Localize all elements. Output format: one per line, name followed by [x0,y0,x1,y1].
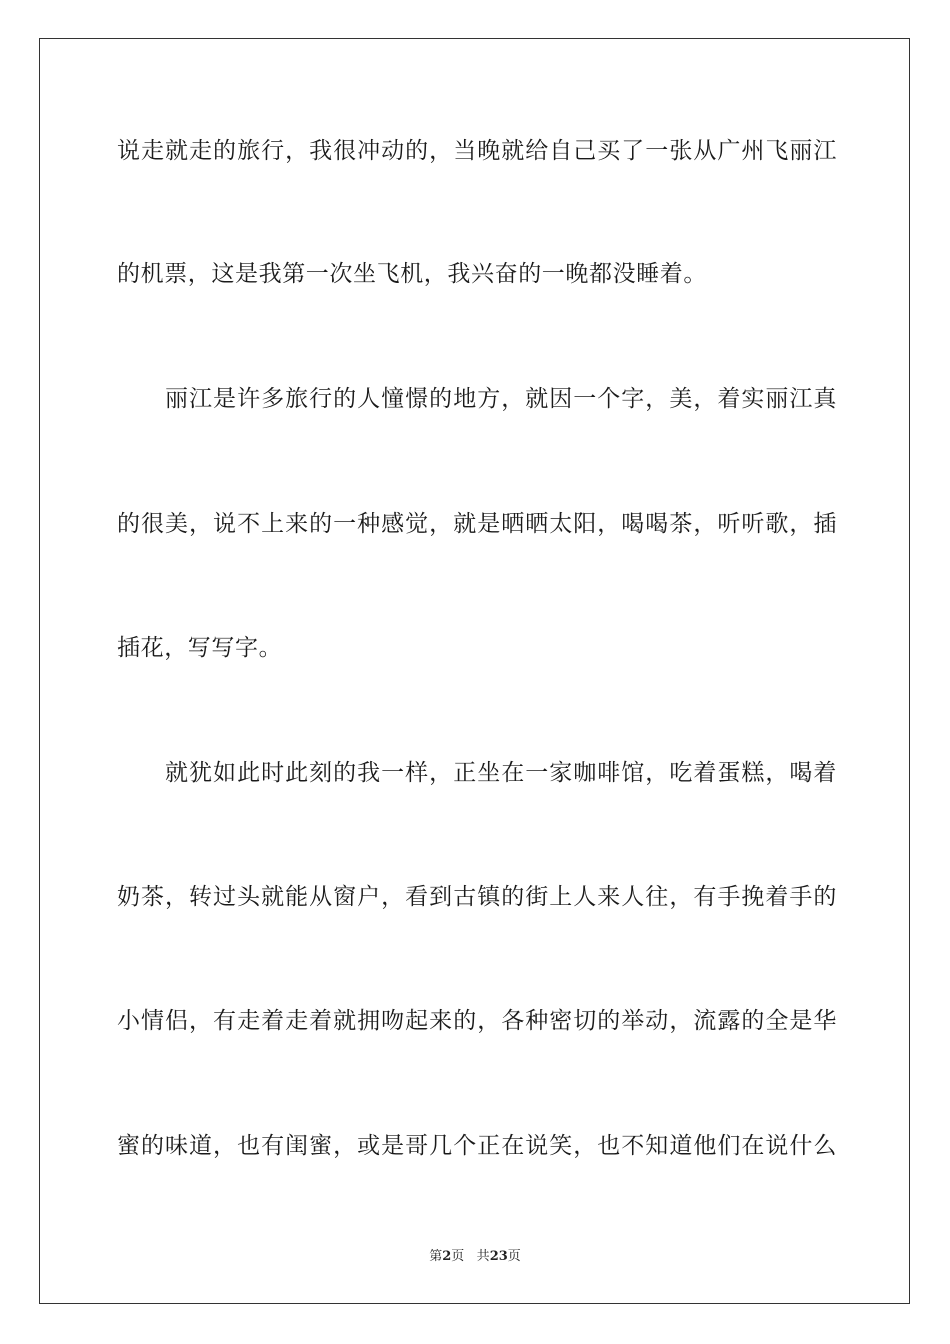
page-footer [0,1248,950,1266]
text-line: 丽江是许多旅行的人憧憬的地方，就因一个字，美，着实丽江真 [117,386,837,412]
total-pages: 23 [489,1249,508,1264]
total-prefix: 共 [476,1249,490,1264]
text-line: 的很美，说不上来的一种感觉，就是晒晒太阳，喝喝茶，听听歌，插 [117,511,837,537]
page-suffix: 页 [451,1249,465,1264]
text-line: 小情侣，有走着走着就拥吻起来的，各种密切的举动，流露的全是华 [117,1008,837,1034]
total-suffix: 页 [507,1249,521,1264]
text-line: 蜜的味道，也有闺蜜，或是哥几个正在说笑，也不知道他们在说什么 [117,1133,837,1159]
text-line: 插花，写写字。 [117,635,283,661]
text-line: 的机票，这是我第一次坐飞机，我兴奋的一晚都没睡着。 [117,261,707,287]
page-prefix: 第 [429,1249,443,1264]
text-line: 说走就走的旅行，我很冲动的，当晚就给自己买了一张从广州飞丽江 [117,138,837,164]
text-line: 奶茶，转过头就能从窗户，看到古镇的街上人来人往，有手挽着手的 [117,884,837,910]
page-border [39,38,910,1304]
text-line: 就犹如此时此刻的我一样，正坐在一家咖啡馆，吃着蛋糕，喝着 [117,760,837,786]
page-number: 2 [442,1249,452,1264]
